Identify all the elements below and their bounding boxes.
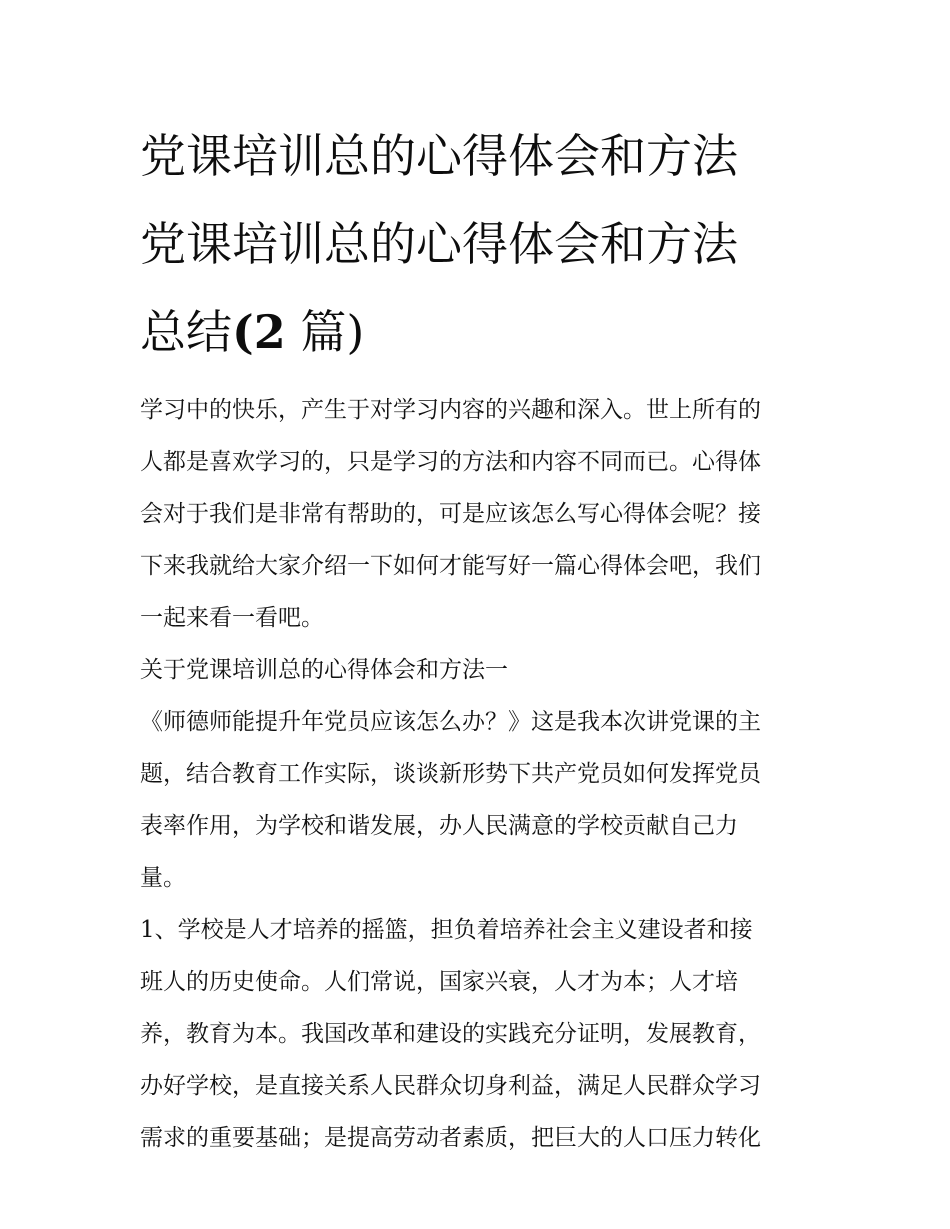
section-heading (140, 644, 820, 696)
title-line: 党课培训总的心得体会和方法 (140, 129, 738, 183)
text-line: 办好学校，是直接关系人民群众切身利益，满足人民群众学习 (140, 1073, 761, 1099)
title-suffix: 篇) (300, 305, 365, 359)
title-count: (2 (232, 305, 286, 359)
text-line: 关于党课培训总的心得体会和方法一 (140, 657, 508, 683)
title-line-text: 党课培训总的心得体会和方法 (140, 217, 738, 271)
text-line: 需求的重要基础；是提高劳动者素质，把巨大的人口压力转化 (140, 1125, 761, 1151)
text-line: 一起来看一看吧。 (140, 605, 324, 631)
text-line: 题，结合教育工作实际，谈谈新形势下共产党员如何发挥党员 (140, 761, 761, 787)
title-line (140, 200, 820, 288)
text-line: 学习中的快乐，产生于对学习内容的兴趣和深入。世上所有的 (140, 397, 761, 423)
text-line: 班人的历史使命。人们常说，国家兴衰，人才为本；人才培 (140, 969, 738, 995)
text-line: 量。 (140, 865, 186, 891)
body-paragraph (140, 696, 820, 904)
text-line: 下来我就给大家介绍一下如何才能写好一篇心得体会吧，我们 (140, 553, 761, 579)
text-line: 会对于我们是非常有帮助的，可是应该怎么写心得体会呢？接 (140, 501, 761, 527)
text-line: 1、学校是人才培养的摇篮，担负着培养社会主义建设者和接 (140, 917, 753, 943)
title-line (140, 288, 820, 376)
text-line: 表率作用，为学校和谐发展，办人民满意的学校贡献自己力 (140, 813, 738, 839)
intro-paragraph (140, 384, 820, 644)
text-line: 人都是喜欢学习的，只是学习的方法和内容不同而已。心得体 (140, 449, 761, 475)
title-line-text: 总结 (140, 305, 232, 359)
body-paragraph (140, 904, 820, 1164)
document-title (140, 112, 820, 376)
text-line: 养，教育为本。我国改革和建设的实践充分证明，发展教育， (140, 1021, 761, 1047)
text-line: 《师德师能提升年党员应该怎么办？》这是我本次讲党课的主 (140, 709, 761, 735)
document-content (140, 112, 820, 1164)
